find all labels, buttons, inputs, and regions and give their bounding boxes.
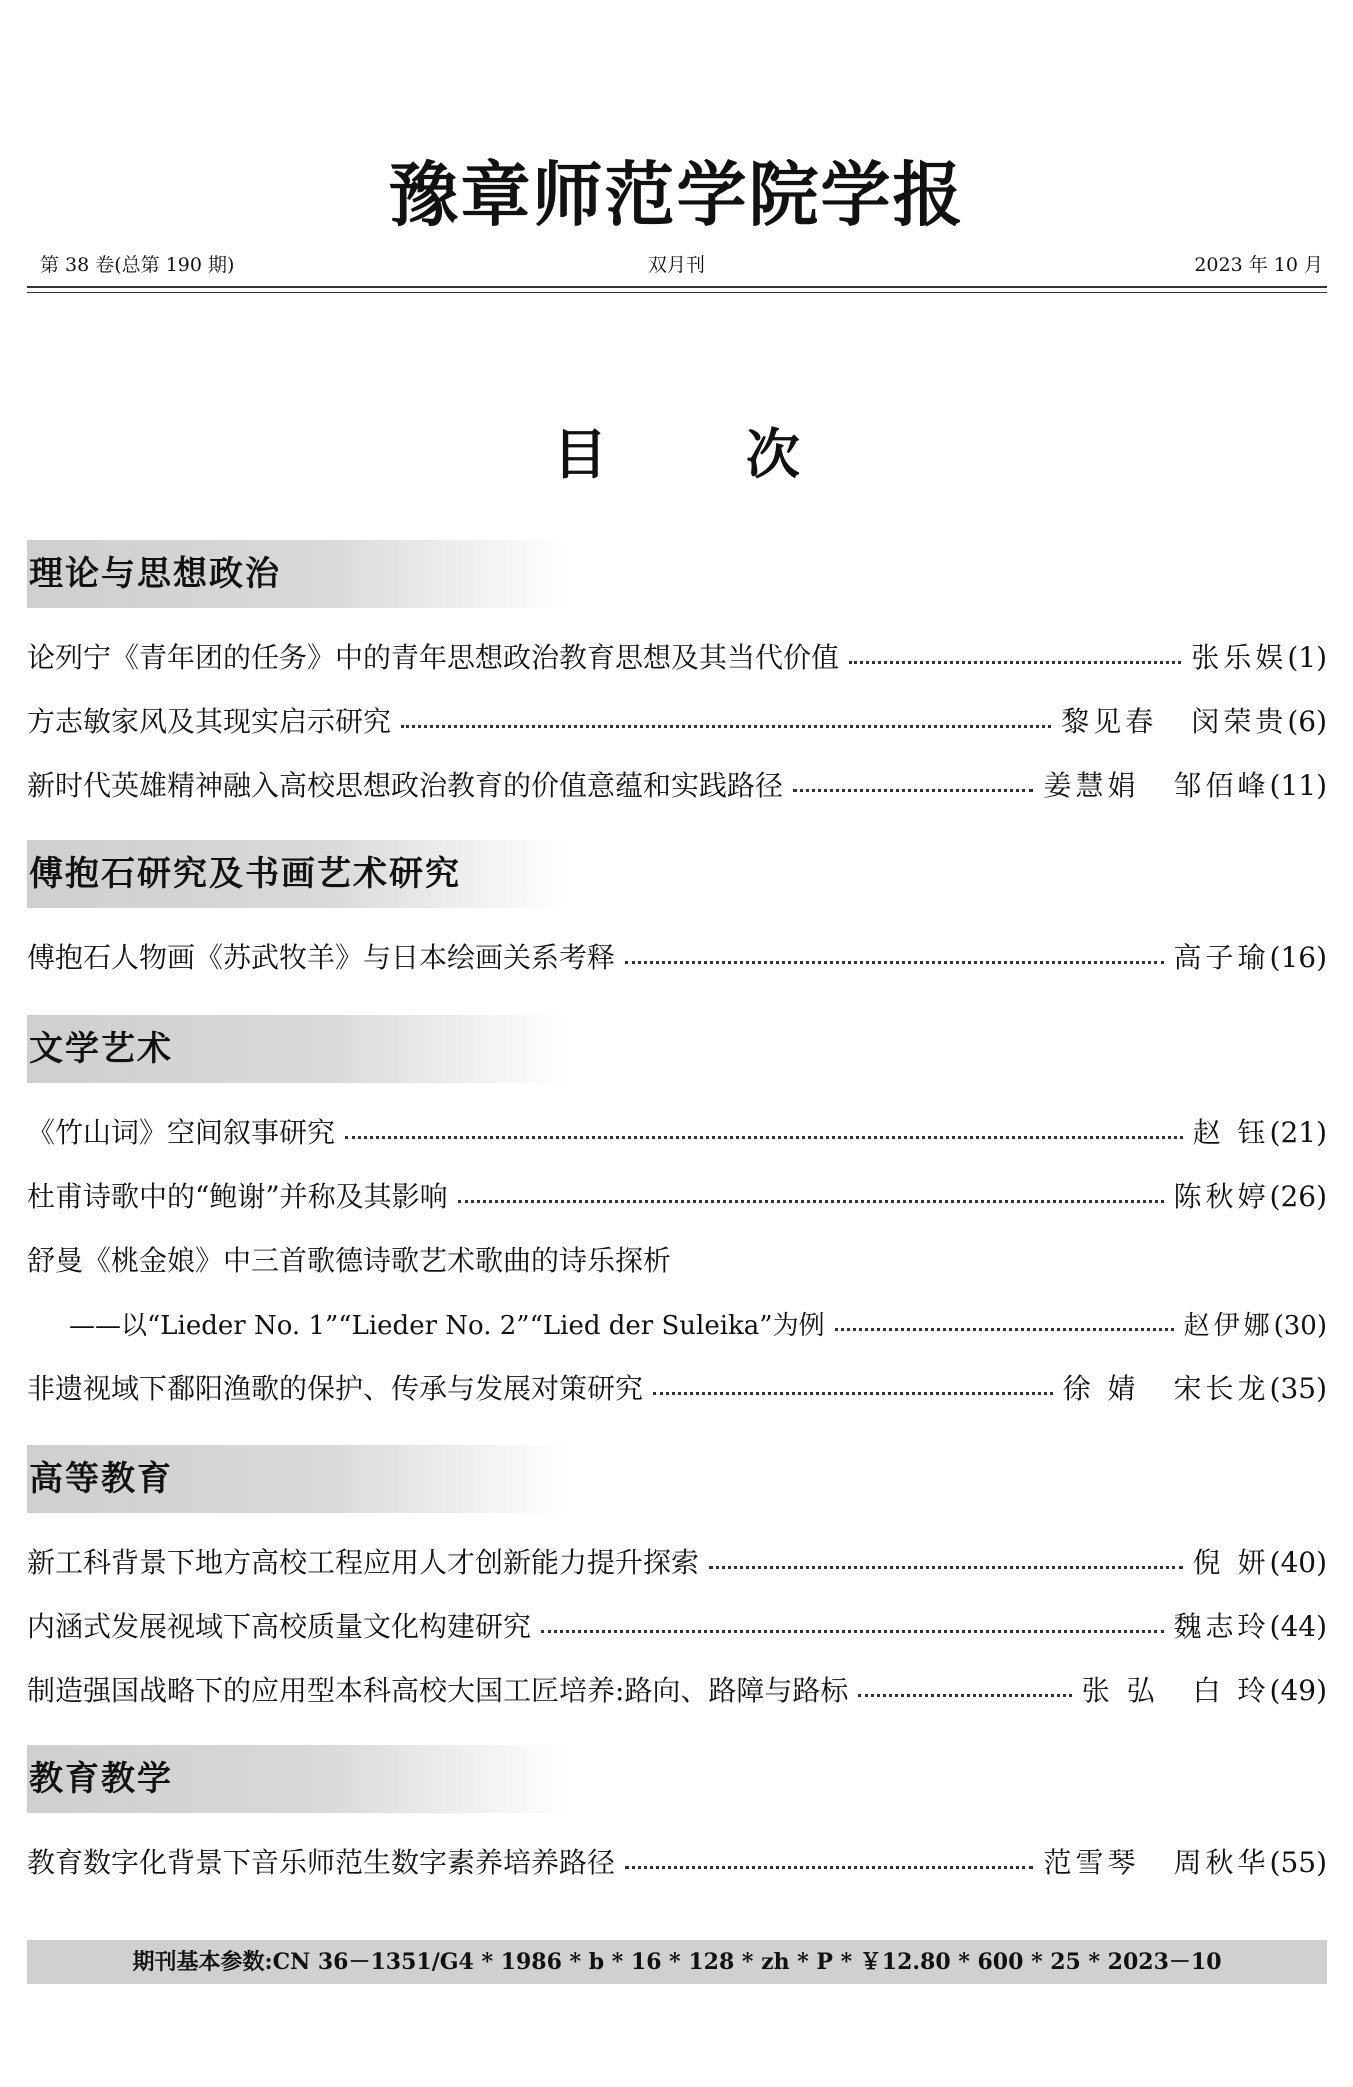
entry-title: 舒曼《桃金娘》中三首歌德诗歌艺术歌曲的诗乐探析 — [27, 1244, 672, 1277]
toc-section — [27, 540, 1327, 816]
entry-title: 非遗视域下鄱阳渔歌的保护、传承与发展对策研究 — [27, 1372, 644, 1405]
dot-leader — [401, 725, 1051, 728]
entry-authors — [1193, 1111, 1327, 1151]
entry-title: 内涵式发展视域下高校质量文化构建研究 — [27, 1610, 532, 1643]
toc-entry[interactable] — [27, 1593, 1327, 1657]
entry-authors — [1174, 1605, 1328, 1645]
author-name: 张 弘 — [1081, 1674, 1159, 1707]
author-name: 张乐娱 — [1191, 641, 1288, 674]
journal-title: 豫章师范学院学报 — [388, 153, 965, 236]
page-number: (30) — [1273, 1310, 1327, 1341]
section-heading: 教育教学 — [27, 1745, 567, 1813]
toc-section — [27, 1445, 1327, 1721]
page-number: (26) — [1269, 1180, 1327, 1213]
dot-leader — [345, 1136, 1183, 1139]
toc-entry[interactable] — [27, 1829, 1327, 1893]
author-name: 闵荣贵 — [1191, 705, 1288, 738]
author-name: 赵伊娜 — [1183, 1310, 1274, 1341]
page-number: (16) — [1269, 941, 1327, 974]
journal-parameters-bar: 期刊基本参数:CN 36－1351/G4 * 1986 * b * 16 * 128 * zh * P * ￥12.80 * 600 * 25 * 2023－10 — [27, 1940, 1327, 1984]
dot-leader — [625, 961, 1163, 964]
toc-entry[interactable] — [27, 1099, 1327, 1163]
section-heading: 文学艺术 — [27, 1015, 567, 1083]
page-number: (49) — [1269, 1674, 1327, 1707]
dot-leader — [653, 1392, 1053, 1395]
dot-leader — [541, 1630, 1163, 1633]
entry-authors — [1082, 1669, 1327, 1709]
author-name: 徐 婧 — [1062, 1372, 1140, 1405]
author-name: 姜慧娟 — [1043, 769, 1140, 802]
section-heading: 傅抱石研究及书画艺术研究 — [27, 840, 567, 908]
toc-entry[interactable] — [27, 1227, 1327, 1291]
entry-title: 论列宁《青年团的任务》中的青年思想政治教育思想及其当代价值 — [27, 641, 840, 674]
dot-leader — [849, 661, 1181, 664]
entry-title: 傅抱石人物画《苏武牧羊》与日本绘画关系考释 — [27, 941, 616, 974]
toc-section — [27, 840, 1327, 988]
page-number: (44) — [1269, 1610, 1327, 1643]
dot-leader — [458, 1200, 1164, 1203]
page-number: (35) — [1269, 1372, 1327, 1405]
author-name: 范雪琴 — [1043, 1846, 1140, 1879]
entry-title: 制造强国战略下的应用型本科高校大国工匠培养:路向、路障与路标 — [27, 1674, 849, 1707]
author-name: 赵 钰 — [1192, 1116, 1270, 1149]
page-number: (6) — [1287, 705, 1327, 738]
toc-entry[interactable] — [27, 924, 1327, 988]
page-number: (55) — [1269, 1846, 1327, 1879]
dot-leader — [709, 1566, 1183, 1569]
author-name: 魏志玲 — [1173, 1610, 1270, 1643]
frequency-info: 双月刊 — [647, 254, 705, 276]
toc-entry[interactable] — [27, 1163, 1327, 1227]
entry-authors — [1061, 700, 1327, 740]
entry-authors — [1174, 1175, 1328, 1215]
author-name: 宋长龙 — [1173, 1372, 1270, 1405]
dot-leader — [793, 789, 1033, 792]
toc-section — [27, 1015, 1327, 1419]
entry-title: 新工科背景下地方高校工程应用人才创新能力提升探索 — [27, 1546, 700, 1579]
page-number: (21) — [1269, 1116, 1327, 1149]
entry-title: 新时代英雄精神融入高校思想政治教育的价值意蕴和实践路径 — [27, 769, 784, 802]
author-name: 邹佰峰 — [1173, 769, 1270, 802]
toc-entry[interactable] — [27, 688, 1327, 752]
author-name: 倪 妍 — [1192, 1546, 1270, 1579]
toc-entry[interactable] — [27, 1355, 1327, 1419]
entry-authors — [1184, 1305, 1327, 1342]
toc-section — [27, 1745, 1327, 1893]
author-name: 黎见春 — [1061, 705, 1158, 738]
toc-entry[interactable] — [27, 1529, 1327, 1593]
entry-title: 教育数字化背景下音乐师范生数字素养培养路径 — [27, 1846, 616, 1879]
entry-authors — [1191, 636, 1327, 676]
entry-authors — [1174, 936, 1328, 976]
entry-authors — [1193, 1541, 1327, 1581]
page-number: (11) — [1269, 769, 1327, 802]
toc-entry[interactable] — [27, 1291, 1327, 1355]
dot-leader — [625, 1866, 1033, 1869]
entry-authors — [1043, 764, 1327, 804]
dot-leader — [835, 1328, 1174, 1331]
header-rule-bottom — [27, 292, 1327, 293]
section-heading: 理论与思想政治 — [27, 540, 567, 608]
toc-entry[interactable] — [27, 624, 1327, 688]
volume-info: 第 38 卷(总第 190 期) — [40, 254, 235, 276]
header-rule-top — [27, 286, 1327, 288]
author-name: 白 玲 — [1192, 1674, 1270, 1707]
entry-title: ——以“Lieder No. 1”“Lieder No. 2”“Lied der Suleika”为例 — [69, 1310, 825, 1341]
toc-entry[interactable] — [27, 752, 1327, 816]
page-number: (40) — [1269, 1546, 1327, 1579]
section-heading: 高等教育 — [27, 1445, 567, 1513]
toc-entry[interactable] — [27, 1657, 1327, 1721]
entry-authors — [1043, 1841, 1327, 1881]
author-name: 周秋华 — [1173, 1846, 1270, 1879]
entry-title: 《竹山词》空间叙事研究 — [27, 1116, 336, 1149]
entry-title: 杜甫诗歌中的“鲍谢”并称及其影响 — [27, 1180, 448, 1213]
entry-authors — [1063, 1367, 1327, 1407]
page-number: (1) — [1287, 641, 1327, 674]
dot-leader — [858, 1694, 1071, 1697]
entry-title: 方志敏家风及其现实启示研究 — [27, 705, 392, 738]
author-name: 陈秋婷 — [1173, 1180, 1270, 1213]
author-name: 高子瑜 — [1173, 941, 1270, 974]
issue-date: 2023 年 10 月 — [1194, 254, 1323, 276]
toc-title: 目 次 — [553, 422, 860, 486]
